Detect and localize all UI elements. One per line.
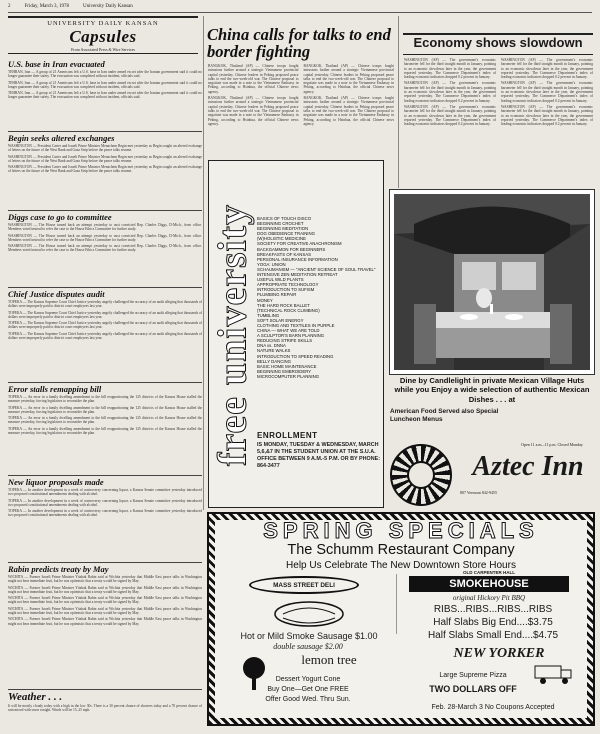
story-headline: New liquor proposals made bbox=[8, 478, 104, 487]
course-item: USEFUL WILD PLANTS bbox=[257, 277, 304, 283]
course-item: CHINA — WHAT WE ARE TOLD bbox=[257, 328, 320, 334]
story-body-filler: WASHINGTON — President Carter and Israeli Prime Minister Menachem Begin met yesterday as Begin sought an altered exchange of letters on the future of the West Bank and Gaza Strip before the peace talks resume. bbox=[8, 165, 202, 174]
aztec-headline: Dine by Candlelight in private Mexican Village Huts while you Enjoy a wide selection of authentic Mexican Dishes . . . at bbox=[394, 376, 590, 404]
smokehouse-sub: OLD CARPENTER HALL bbox=[463, 570, 515, 575]
enrollment-label: ENROLLMENT bbox=[257, 431, 318, 440]
course-item: APPROPRIATE TECHNOLOGY bbox=[257, 282, 319, 288]
deli-section bbox=[219, 574, 397, 641]
story-iran bbox=[8, 60, 202, 128]
course-item: INTRODUCTION TO SUFISM bbox=[257, 287, 315, 293]
course-item: (W)HOLISTIC MEDICINE bbox=[257, 236, 306, 242]
nyc-deal: TWO DOLLARS OFF bbox=[429, 684, 517, 694]
column-rule bbox=[203, 16, 204, 510]
divider bbox=[8, 210, 202, 211]
new-yorker-logo: NEW YORKER bbox=[453, 646, 545, 661]
economy-body: WASHINGTON (AP) — The government's economic barometer fell for the third straight month in January, pointing to an economic slowdown later in the year, the government reported yesterday. The Commerce Department's index of leading economic indicators dropped 0.2 percent in January. bbox=[404, 58, 496, 80]
course-item: BELLY DANCING bbox=[257, 358, 291, 364]
story-remapping bbox=[8, 385, 202, 473]
story-body-filler: WICHITA — Former Israeli Prime Minister Yitzhak Rabin said at Wichita yesterday that Middle East peace talks in Washington might not bear immediate fruit, but he was optimistic that a treaty would be signed by May. bbox=[8, 596, 202, 605]
column-rule bbox=[398, 16, 399, 188]
lemon-tree-section bbox=[219, 652, 397, 720]
deli-note: double sausage $2.00 bbox=[273, 642, 343, 651]
course-item: BASICS OF TOUCH DISCO bbox=[257, 216, 312, 221]
story-begin bbox=[8, 134, 202, 208]
course-item: MICROCOMPUTER PLANNING bbox=[257, 373, 320, 379]
divider bbox=[8, 689, 202, 690]
story-headline: U.S. base in Iran evacuated bbox=[8, 60, 105, 69]
schumm-banner: SPRING SPECIALS bbox=[263, 518, 539, 543]
course-item: BEGINNING CROCHET bbox=[257, 221, 304, 227]
aztec-address: 807 Vermont 842-9455 bbox=[460, 490, 498, 495]
course-item: PLUMBING REPAIR bbox=[257, 292, 297, 298]
course-item: INTENSIVE ZEN MEDITATION RETREAT bbox=[257, 272, 338, 278]
course-item: INTRODUCTION TO SPEED READING bbox=[257, 353, 334, 359]
course-item: MONEY bbox=[257, 297, 273, 303]
economy-story-body bbox=[404, 58, 593, 186]
lemon-offer: Buy One—Get One FREE bbox=[267, 686, 349, 693]
free-university-title-text: free university bbox=[209, 204, 255, 466]
capsules-kicker: UNIVERSITY DAILY KANSAN bbox=[47, 20, 159, 27]
page-number: 2 bbox=[8, 4, 11, 9]
story-body: TEHRAN, Iran — A group of 21 Americans left a U.S. base in Iran under armed escort after the Iranian government said it could no longer guarantee their safety. The evacuation was completed without incident, officials said. bbox=[8, 70, 202, 79]
free-university-ad bbox=[208, 160, 384, 508]
story-body-filler: TOPEKA — The Kansas Supreme Court Chief Justice yesterday angrily challenged the accuracy of an audit alleging that thousands of dollars were improperly paid to district court employees last year. bbox=[8, 321, 202, 330]
story-body-filler: TOPEKA — In another development in a week of controversy concerning liquor, a Kansas Senate committee yesterday introduced two proposed constitutional amendments dealing with alcohol. bbox=[8, 509, 202, 518]
restaurant-photo bbox=[390, 190, 594, 374]
course-item: BREAKFASTS OF KANSAS bbox=[257, 251, 311, 257]
lemon-item: Dessert Yogurt Cone bbox=[275, 676, 341, 683]
divider bbox=[8, 287, 202, 288]
aztec-sun-logo bbox=[390, 444, 452, 506]
schumm-tagline: Help Us Celebrate The New Downtown Store Hours bbox=[286, 560, 516, 571]
page-date: Friday, March 3, 1978 bbox=[24, 4, 70, 9]
weather-headline: Weather . . . bbox=[8, 692, 63, 703]
ribs-line: RIBS...RIBS...RIBS...RIBS bbox=[433, 604, 553, 615]
divider bbox=[8, 475, 202, 476]
story-body-filler: TOPEKA — The Kansas Supreme Court Chief Justice yesterday angrily challenged the accuracy of an audit alleging that thousands of dollars were improperly paid to district court employees last year. bbox=[8, 310, 202, 319]
half-slab-big: Half Slabs Big End....$3.75 bbox=[433, 617, 553, 628]
china-body-filler: BANGKOK, Thailand (AP) — Chinese troops fought intrusions further around a strategic Vietnamese provincial capital yesterday. Chinese leaders in Peking proposed peace talks to end the two-week-old war. The Chinese proposal to negotiate was made in a note to the Vietnamese Embassy in Peking, according to Hsinhua, the official Chinese news agency. bbox=[303, 64, 394, 94]
nyc-item: Large Supreme Pizza bbox=[439, 672, 507, 679]
story-headline: Diggs case to go to committee bbox=[8, 213, 112, 222]
schumm-ad bbox=[207, 512, 595, 726]
course-item: REDUCING STRIFE SKILLS bbox=[257, 338, 313, 344]
capsules-title: Capsules bbox=[69, 27, 137, 46]
divider bbox=[8, 131, 202, 132]
lemon-date: Offer Good Wed. Thru Sun. bbox=[265, 696, 351, 703]
paper-name: University Daily Kansan bbox=[83, 4, 133, 9]
story-chief-justice bbox=[8, 290, 202, 380]
economy-body-filler: WASHINGTON (AP) — The government's economic barometer fell for the third straight month in January, pointing to an economic slowdown later in the year, the government reported yesterday. The Commerce Department's index of leading economic indicators dropped 0.2 percent in January. bbox=[501, 81, 593, 103]
deli-logo: MASS STREET DELI bbox=[249, 576, 359, 594]
course-item: TUMBLING bbox=[257, 312, 280, 318]
story-body-filler: WASHINGTON — President Carter and Israeli Prime Minister Menachem Begin met yesterday as Begin sought an altered exchange of letters on the future of the West Bank and Gaza Strip before the peace talks resume. bbox=[8, 154, 202, 163]
story-weather bbox=[8, 692, 202, 730]
enrollment-block bbox=[257, 431, 385, 470]
course-item: BACKGAMMON FOR BEGINNERS bbox=[257, 246, 326, 252]
story-diggs bbox=[8, 213, 202, 285]
story-body: TOPEKA — The Kansas Supreme Court Chief Justice yesterday angrily challenged the accuracy of an audit alleging that thousands of dollars were improperly paid to district court employees last year. bbox=[8, 300, 202, 309]
lemon-tree-logo: lemon tree bbox=[301, 652, 357, 667]
enrollment-text: IS MONDAY, TUESDAY & WEDNESDAY, MARCH 5,6,&7 IN THE STUDENT UNION AT THE S.U.A. OFFICE BETWEEN 9 A.M.-5 P.M. OR BY PHONE: 864-3477 bbox=[257, 442, 380, 469]
smokehouse-logo: SMOKEHOUSE bbox=[409, 576, 569, 592]
china-headline: China calls for talks to end border fighting bbox=[207, 25, 391, 61]
story-body-filler: WASHINGTON — The House turned back an attempt yesterday to oust convicted Rep. Charles Diggs, D-Mich., from office. Members voted instead to refer the case to the House Ethics Committee for further study. bbox=[8, 244, 202, 253]
story-headline: Begin seeks altered exchanges bbox=[8, 134, 115, 143]
story-body-filler: TOPEKA — An error in a family dwelling amendment to the bill reapportioning the 125 districts of the Kansas House stalled the measure yesterday, forcing legislators to reconsider the plan. bbox=[8, 405, 202, 414]
course-item: PERSONAL INSURANCE INFORMATION bbox=[257, 256, 338, 262]
china-body: BANGKOK, Thailand (AP) — Chinese troops fought intrusions further around a strategic Vietnamese provincial capital yesterday. Chinese leaders in Peking proposed peace talks to end the two-week-old war. The Chinese proposal to negotiate was made in a note to the Vietnamese Embassy in Peking, according to Hsinhua, the official Chinese news agency. bbox=[208, 64, 299, 94]
course-item: CLOTHING AND TEXTILES IN PURPLE bbox=[257, 322, 335, 328]
economy-body-filler: WASHINGTON (AP) — The government's economic barometer fell for the third straight month in January, pointing to an economic slowdown later in the year, the government reported yesterday. The Commerce Department's index of leading economic indicators dropped 0.2 percent in January. bbox=[404, 81, 496, 103]
course-item: THE HARD ROCK BALLET bbox=[257, 302, 310, 308]
story-body-filler: TEHRAN, Iran — A group of 21 Americans left a U.S. base in Iran under armed escort after the Iranian government said it could no longer guarantee their safety. The evacuation was completed without incident, officials said. bbox=[8, 80, 202, 89]
smokehouse-line: original Hickory Pit BBQ bbox=[452, 594, 526, 602]
china-body-filler: BANGKOK, Thailand (AP) — Chinese troops fought intrusions further around a strategic Vietnamese provincial capital yesterday. Chinese leaders in Peking proposed peace talks to end the two-week-old war. The Chinese proposal to negotiate was made in a note to the Vietnamese Embassy in Peking, according to Hsinhua, the official Chinese news agency. bbox=[303, 96, 394, 126]
page-folio bbox=[8, 4, 592, 13]
story-headline: Rabin predicts treaty by May bbox=[8, 565, 109, 574]
story-body: TOPEKA — In another development in a week of controversy concerning liquor, a Kansas Senate committee yesterday introduced two proposed constitutional amendments dealing with alcohol. bbox=[8, 488, 202, 497]
course-item: BASIC HOME MAINTENANCE bbox=[257, 363, 317, 369]
free-university-title bbox=[209, 161, 255, 509]
course-item: DNA vs. DNNA bbox=[257, 343, 286, 349]
weather-body: It will be mostly cloudy today with a high in the low 30s. There is a 30 percent chance of showers today and a 70 percent chance of rain mixed with snow tonight. Winds will be 15–25 mph. bbox=[8, 704, 202, 713]
sausage-illustration bbox=[269, 596, 349, 630]
hut-interior-illustration bbox=[394, 194, 590, 370]
story-rabin bbox=[8, 565, 202, 687]
aztec-subline: American Food Served also Special Luncheon Menus bbox=[390, 408, 499, 424]
story-body-filler: WASHINGTON — The House turned back an attempt yesterday to oust convicted Rep. Charles Diggs, D-Mich., from office. Members voted instead to refer the case to the House Ethics Committee for further study. bbox=[8, 233, 202, 242]
course-item: BEGINNING MEDITATION bbox=[257, 226, 309, 232]
economy-headline: Economy shows slowdown bbox=[413, 35, 583, 50]
course-item: YOGA: UNION bbox=[257, 261, 286, 267]
story-headline: Error stalls remapping bill bbox=[8, 385, 102, 394]
deli-item: Hot or Mild Smoke Sausage $1.00 bbox=[240, 631, 378, 641]
divider bbox=[8, 562, 202, 563]
story-body: WICHITA — Former Israeli Prime Minister Yitzhak Rabin said at Wichita yesterday that Middle East peace talks in Washington might not bear immediate fruit, but he was optimistic that a treaty would be signed by May. bbox=[8, 575, 202, 584]
story-body: WASHINGTON — The House turned back an attempt yesterday to oust convicted Rep. Charles Diggs, D-Mich., from office. Members voted instead to refer the case to the House Ethics Committee for further study. bbox=[8, 223, 202, 232]
course-item: (TECHNICAL ROCK CLIMBING) bbox=[257, 307, 320, 313]
story-body: TOPEKA — An error in a family dwelling amendment to the bill reapportioning the 125 districts of the Kansas House stalled the measure yesterday, forcing legislators to reconsider the plan. bbox=[8, 395, 202, 404]
course-item: DOG OBEDIENCE TRAINING bbox=[257, 231, 315, 237]
story-headline: Chief Justice disputes audit bbox=[8, 290, 105, 299]
story-body-filler: TOPEKA — The Kansas Supreme Court Chief Justice yesterday angrily challenged the accuracy of an audit alleging that thousands of dollars were improperly paid to district court employees last year. bbox=[8, 331, 202, 341]
economy-body-filler: WASHINGTON (AP) — The government's economic barometer fell for the third straight month in January, pointing to an economic slowdown later in the year, the government reported yesterday. The Commerce Department's index of leading economic indicators dropped 0.2 percent in January. bbox=[501, 104, 593, 127]
aztec-hours: Open 11 a.m.–11 p.m. Closed Monday bbox=[521, 442, 583, 447]
course-item: NATURE WALKS bbox=[257, 348, 291, 354]
schumm-footer: Feb. 28-March 3 No Coupons Accepted bbox=[431, 704, 555, 711]
course-list bbox=[257, 216, 383, 379]
capsules-byline: From Associated Press & Wire Services bbox=[71, 47, 135, 52]
course-item: SOCIETY FOR CREATIVE ANACHRONISM bbox=[257, 241, 342, 247]
story-body-filler: TOPEKA — An error in a family dwelling amendment to the bill reapportioning the 125 districts of the Kansas House stalled the measure yesterday, forcing legislators to reconsider the plan. bbox=[8, 426, 202, 436]
capsules-masthead bbox=[8, 16, 198, 54]
china-body-filler: BANGKOK, Thailand (AP) — Chinese troops fought intrusions further around a strategic Vietnamese provincial capital yesterday. Chinese leaders in Peking proposed peace talks to end the two-week-old war. The Chinese proposal to negotiate was made in a note to the Vietnamese Embassy in Peking, according to Hsinhua, the official Chinese news agency. bbox=[208, 96, 299, 126]
story-liquor bbox=[8, 478, 202, 560]
story-body: WASHINGTON — President Carter and Israeli Prime Minister Menachem Begin met yesterday as Begin sought an altered exchange of letters on the future of the West Bank and Gaza Strip before the peace talks resume. bbox=[8, 144, 202, 153]
economy-body-filler: WASHINGTON (AP) — The government's economic barometer fell for the third straight month in January, pointing to an economic slowdown later in the year, the government reported yesterday. The Commerce Department's index of leading economic indicators dropped 0.2 percent in January. bbox=[404, 104, 496, 127]
story-body-filler: WICHITA — Former Israeli Prime Minister Yitzhak Rabin said at Wichita yesterday that Middle East peace talks in Washington might not bear immediate fruit, but he was optimistic that a treaty would be signed by May. bbox=[8, 585, 202, 594]
course-item: SCHAUMANISM — "ANCIENT SCIENCE OF SOUL TRAVEL" bbox=[257, 266, 376, 272]
story-body-filler: WICHITA — Former Israeli Prime Minister Yitzhak Rabin said at Wichita yesterday that Middle East peace talks in Washington might not bear immediate fruit, but he was optimistic that a treaty would be signed by May. bbox=[8, 617, 202, 626]
divider bbox=[8, 382, 202, 383]
course-item: BEGINNING EMBROIDERY bbox=[257, 368, 312, 374]
story-body-filler: TEHRAN, Iran — A group of 21 Americans left a U.S. base in Iran under armed escort after the Iranian government said it could no longer guarantee their safety. The evacuation was completed without incident, officials said. bbox=[8, 91, 202, 100]
economy-body-filler: WASHINGTON (AP) — The government's economic barometer fell for the third straight month in January, pointing to an economic slowdown later in the year, the government reported yesterday. The Commerce Department's index of leading economic indicators dropped 0.2 percent in January. bbox=[501, 58, 593, 80]
china-story-body bbox=[208, 64, 394, 156]
aztec-logo-name: Aztec Inn bbox=[472, 451, 584, 482]
course-item: SOFT SOLAR ENERGY bbox=[257, 317, 304, 323]
story-body-filler: TOPEKA — An error in a family dwelling amendment to the bill reapportioning the 125 districts of the Kansas House stalled the measure yesterday, forcing legislators to reconsider the plan. bbox=[8, 416, 202, 425]
story-body-filler: TOPEKA — In another development in a week of controversy concerning liquor, a Kansas Senate committee yesterday introduced two proposed constitutional amendments dealing with alcohol. bbox=[8, 498, 202, 507]
schumm-name: The Schumm Restaurant Company bbox=[287, 542, 515, 558]
aztec-inn-ad bbox=[390, 376, 594, 510]
story-body-filler: WICHITA — Former Israeli Prime Minister Yitzhak Rabin said at Wichita yesterday that Middle East peace talks in Washington might not bear immediate fruit, but he was optimistic that a treaty would be signed by May. bbox=[8, 606, 202, 616]
half-slab-small: Half Slabs Small End....$4.75 bbox=[427, 630, 559, 641]
course-item: A SCULPTOR'S BARN PLANNING bbox=[257, 333, 325, 339]
